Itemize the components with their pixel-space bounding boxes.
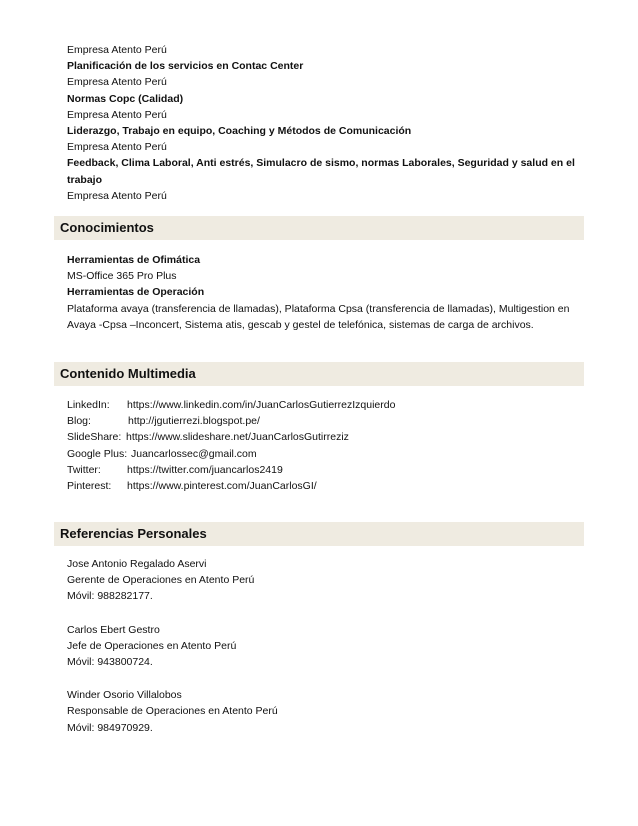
experience-company: Empresa Atento Perú — [67, 189, 167, 202]
twitter-link[interactable]: https://twitter.com/juancarlos2419 — [127, 463, 283, 476]
operacion-heading: Herramientas de Operación — [67, 286, 205, 299]
pinterest-row — [67, 478, 587, 494]
reference-role: Responsable de Operaciones en Atento Perú — [67, 705, 278, 718]
reference-name: Winder Osorio Villalobos — [67, 689, 182, 702]
operacion-line: Avaya -Cpsa –Inconcert, Sistema atis, gescab y gestel de telefónica, sistemas de carga de archivos. — [67, 318, 534, 331]
ofimatica-heading: Herramientas de Ofimática — [67, 254, 201, 266]
reference-name: Carlos Ebert Gestro — [67, 623, 160, 636]
experience-course: Liderazgo, Trabajo en equipo, Coaching y Métodos de Comunicación — [67, 125, 412, 138]
reference-name: Jose Antonio Regalado Aservi — [67, 558, 207, 570]
referencias-content — [67, 556, 587, 736]
reference-entry — [67, 687, 587, 736]
linkedin-link[interactable]: https://www.linkedin.com/in/JuanCarlosGutierrezIzquierdo — [127, 399, 396, 411]
section-header-multimedia: Contenido Multimedia — [54, 362, 584, 386]
reference-entry — [67, 556, 587, 605]
googleplus-label: Google Plus: — [67, 447, 128, 460]
experience-company: Empresa Atento Perú — [67, 44, 167, 56]
twitter-label: Twitter: — [67, 463, 101, 476]
reference-phone: Móvil: 984970929. — [67, 721, 153, 734]
experience-course: Normas Copc (Calidad) — [67, 92, 184, 105]
blog-row — [67, 413, 587, 429]
slideshare-link[interactable]: https://www.slideshare.net/JuanCarlosGutirreziz — [126, 431, 349, 444]
conocimientos-content — [67, 252, 587, 333]
slideshare-row — [67, 429, 587, 445]
multimedia-content — [67, 397, 587, 494]
experience-company: Empresa Atento Perú — [67, 141, 167, 154]
operacion-line: Plataforma avaya (transferencia de llamadas), Plataforma Cpsa (transferencia de llamadas), Multigestion en — [67, 302, 570, 315]
reference-entry — [67, 622, 587, 671]
experience-course: Planificación de los servicios en Contac Center — [67, 60, 304, 73]
blog-link[interactable]: http://jgutierrezi.blogspot.pe/ — [128, 415, 260, 428]
experience-course: Feedback, Clima Laboral, Anti estrés, Simulacro de sismo, normas Laborales, Seguridad y salud en el — [67, 157, 575, 170]
pinterest-link[interactable]: https://www.pinterest.com/JuanCarlosGI/ — [127, 480, 317, 493]
pinterest-label: Pinterest: — [67, 480, 112, 493]
ofimatica-value: MS-Office 365 Pro Plus — [67, 270, 177, 283]
reference-role: Gerente de Operaciones en Atento Perú — [67, 574, 255, 587]
experience-company: Empresa Atento Perú — [67, 108, 167, 121]
linkedin-row — [67, 397, 587, 413]
googleplus-row — [67, 446, 587, 462]
section-header-referencias: Referencias Personales — [54, 522, 584, 546]
experience-course-continued: trabajo — [67, 173, 103, 186]
blog-label: Blog: — [67, 415, 91, 428]
section-header-conocimientos: Conocimientos — [54, 216, 584, 240]
slideshare-label: SlideShare: — [67, 431, 122, 444]
reference-phone: Móvil: 943800724. — [67, 656, 153, 669]
googleplus-link[interactable]: Juancarlossec@gmail.com — [131, 447, 257, 460]
linkedin-label: LinkedIn: — [67, 399, 110, 411]
experience-list — [67, 42, 587, 204]
experience-company: Empresa Atento Perú — [67, 76, 167, 89]
twitter-row — [67, 462, 587, 478]
reference-role: Jefe de Operaciones en Atento Perú — [67, 639, 237, 652]
reference-phone: Móvil: 988282177. — [67, 590, 153, 603]
